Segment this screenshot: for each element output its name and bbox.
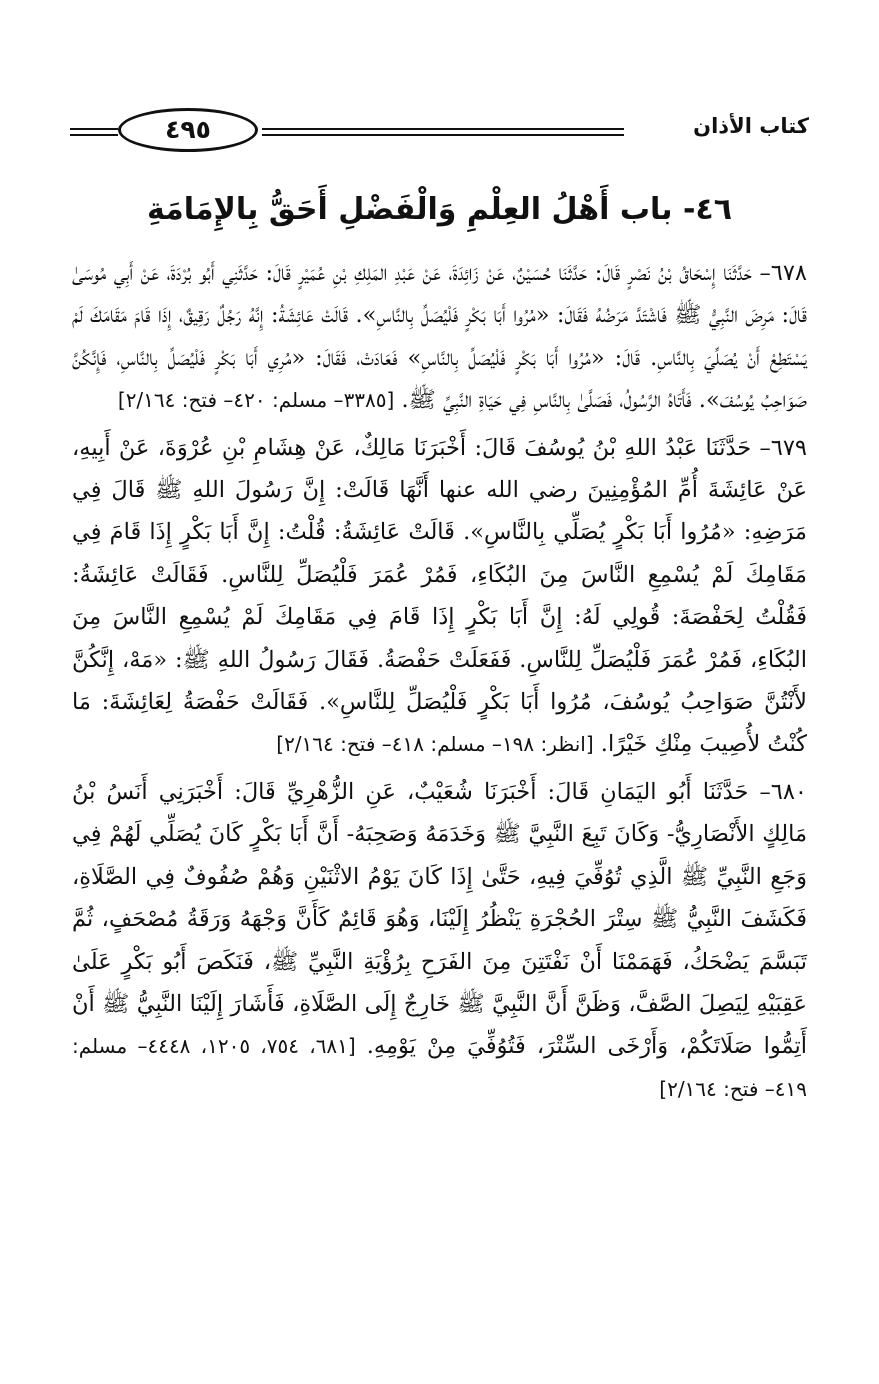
- chapter-title: ٤٦- باب أَهْلُ العِلْمِ وَالْفَضْلِ أَحَقُّ بِالإِمَامَةِ: [146, 192, 733, 227]
- hadith-reference: [٦٨١، ٧٥٤، ١٢٠٥، ٤٤٤٨– مسلم: ٤١٩– فتح: ٢/١٦٤]: [72, 1034, 807, 1101]
- hadith-number: ٦٨٠: [770, 778, 807, 805]
- hadith-678: [72, 252, 807, 422]
- book-title: كتاب الأذان: [693, 114, 809, 138]
- page-number: ٤٩٥: [118, 108, 258, 152]
- hadith-list: [72, 252, 807, 1115]
- hadith-number: ٦٧٩: [770, 434, 807, 461]
- header-rule-left: [70, 128, 118, 136]
- hadith-679: [72, 427, 807, 766]
- hadith-reference: [انظر: ١٩٨– مسلم: ٤١٨– فتح: ٢/١٦٤]: [276, 732, 594, 757]
- page-header: [70, 108, 809, 158]
- hadith-text: – حَدَّثَنَا عَبْدُ اللهِ بْنُ يُوسُفَ قَالَ: أَخْبَرَنَا مَالِكٌ، عَنْ هِشَامِ بْنِ عُرْوَةَ، عَنْ أَبِيهِ، عَنْ عَائِشَةَ أُمِّ المُؤْمِنِينَ رضي الله عنها أَنَّهَا قَالَتْ: إِنَّ رَسُولَ اللهِ ﷺ قَالَ فِي مَرَضِهِ: «مُرُوا أَبَا بَكْرٍ يُصَلِّي بِالنَّاسِ». قَالَتْ عَائِشَةُ: قُلْتُ: إِنَّ أَبَا بَكْرٍ إِذَا قَامَ فِي مَقَامِكَ لَمْ يُسْمِعِ النَّاسَ مِنَ البُكَاءِ، فَمُرْ عُمَرَ فَلْيُصَلِّ لِلنَّاسِ. فَقَالَتْ عَائِشَةُ: فَقُلْتُ لِحَفْصَةَ: قُولِي لَهُ: إِنَّ أَبَا بَكْرٍ إِذَا قَامَ فِي مَقَامِكَ لَمْ يُسْمِعِ النَّاسَ مِنَ البُكَاءِ، فَمُرْ عُمَرَ فَلْيُصَلِّ لِلنَّاسِ. فَفَعَلَتْ حَفْصَةُ. فَقَالَ رَسُولُ اللهِ ﷺ: «مَهْ، إِنَّكُنَّ لأَنْتُنَّ صَوَاحِبُ يُوسُفَ، مُرُوا أَبَا بَكْرٍ فَلْيُصَلِّ لِلنَّاسِ». فَقَالَتْ حَفْصَةُ لِعَائِشَةَ: مَا كُنْتُ لأُصِيبَ مِنْكِ خَيْرًا.: [72, 434, 807, 758]
- hadith-reference: [٣٣٨٥– مسلم: ٤٢٠– فتح: ٢/١٦٤]: [117, 388, 395, 413]
- header-rule: [262, 128, 624, 136]
- hadith-number: ٦٧٨: [770, 260, 807, 286]
- hadith-680: [72, 771, 807, 1110]
- hadith-text: – حَدَّثَنَا إِسْحَاقُ بْنُ نَصْرٍ قَالَ: حَدَّثَنَا حُسَيْنٌ، عَنْ زَائِدَةَ، عَنْ عَبْدِ المَلِكِ بْنِ عُمَيْرٍ قَالَ: حَدَّثَنِي أَبُو بُرْدَةَ، عَنْ أَبِي مُوسَىٰ قَالَ: مَرِضَ النَّبِيُّ ﷺ فَاشْتَدَّ مَرَضُهُ فَقَالَ: «مُرُوا أَبَا بَكْرٍ فَلْيُصَلِّ بِالنَّاسِ». قَالَتْ عَائِشَةُ: إِنَّهُ رَجُلٌ رَقِيقٌ، إِذَا قَامَ مَقَامَكَ لَمْ يَسْتَطِعْ أَنْ يُصَلِّيَ بِالنَّاسِ. قَالَ: «مُرُوا أَبَا بَكْرٍ فَلْيُصَلِّ بِالنَّاسِ» فَعَادَتْ، فَقَالَ: «مُرِي أَبَا بَكْرٍ فَلْيُصَلِّ بِالنَّاسِ، فَإِنَّكُنَّ صَوَاحِبُ يُوسُفَ». فَأَتَاهُ الرَّسُولُ، فَصَلَّىٰ بِالنَّاسِ فِي حَيَاةِ النَّبِيِّ ﷺ.: [72, 260, 807, 414]
- hadith-text: – حَدَّثَنَا أَبُو اليَمَانِ قَالَ: أَخْبَرَنَا شُعَيْبٌ، عَنِ الزُّهْرِيِّ قَالَ: أَخْبَرَنِي أَنَسُ بْنُ مَالِكٍ الأَنْصَارِيُّ- وَكَانَ تَبِعَ النَّبِيَّ ﷺ وَخَدَمَهُ وَصَحِبَهُ- أَنَّ أَبَا بَكْرٍ كَانَ يُصَلِّي لَهُمْ فِي وَجَعِ النَّبِيِّ ﷺ الَّذِي تُوُفِّيَ فِيهِ، حَتَّىٰ إِذَا كَانَ يَوْمُ الاثْنَيْنِ وَهُمْ صُفُوفٌ فِي الصَّلَاةِ، فَكَشَفَ النَّبِيُّ ﷺ سِتْرَ الحُجْرَةِ يَنْظُرُ إِلَيْنَا، وَهُوَ قَائِمٌ كَأَنَّ وَجْهَهُ وَرَقَةُ مُصْحَفٍ، ثُمَّ تَبَسَّمَ يَضْحَكُ، فَهَمَمْنَا أَنْ نَفْتَتِنَ مِنَ الفَرَحِ بِرُؤْيَةِ النَّبِيِّ ﷺ، فَنَكَصَ أَبُو بَكْرٍ عَلَىٰ عَقِبَيْهِ لِيَصِلَ الصَّفَّ، وَظَنَّ أَنَّ النَّبِيَّ ﷺ خَارِجٌ إِلَى الصَّلَاةِ، فَأَشَارَ إِلَيْنَا النَّبِيُّ ﷺ أَنْ أَتِمُّوا صَلَاتَكُمْ، وَأَرْخَى السِّتْرَ، فَتُوُفِّيَ مِنْ يَوْمِهِ.: [72, 778, 808, 1060]
